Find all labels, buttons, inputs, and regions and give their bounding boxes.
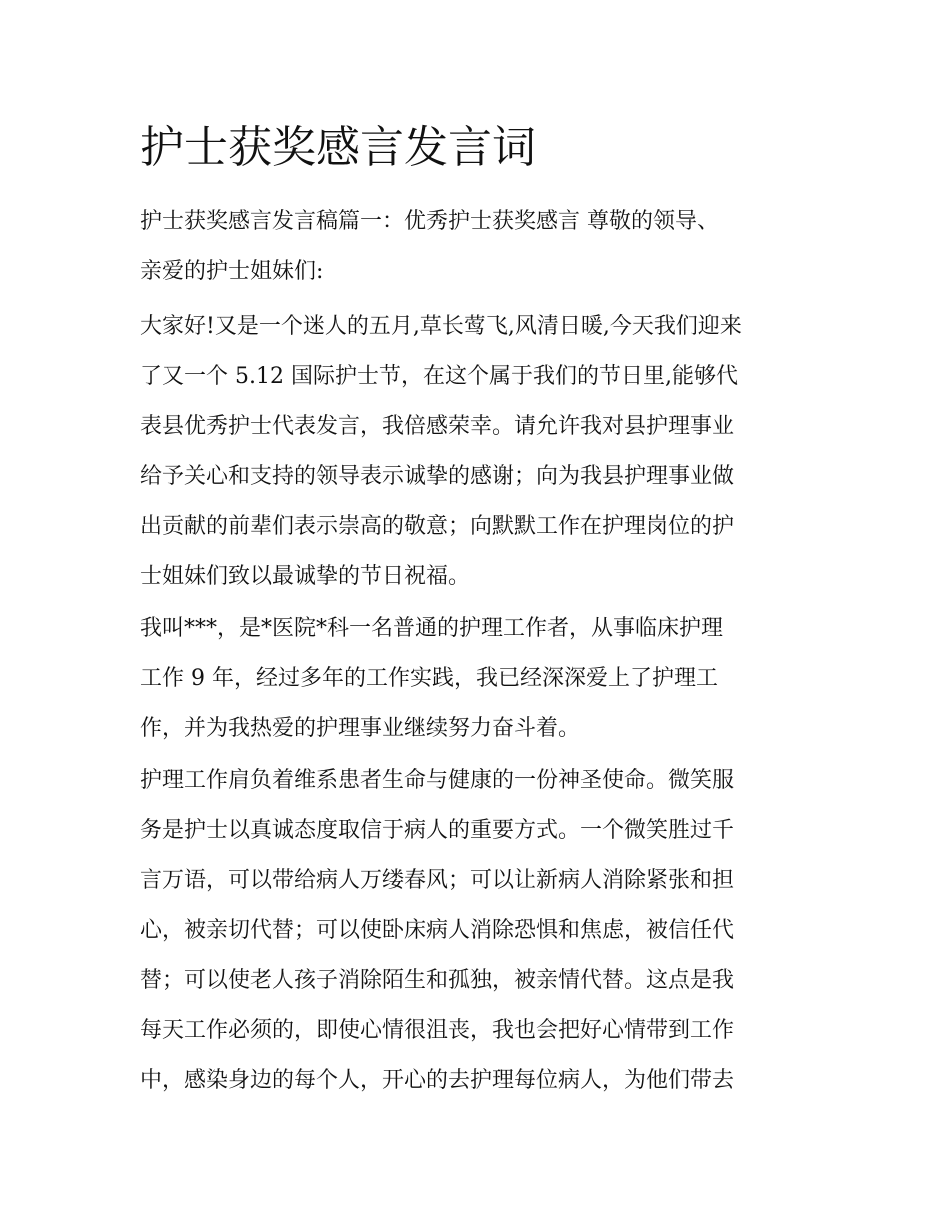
paragraph-introduction: [140, 604, 723, 754]
text-line: 士姐妹们致以最诚挚的节日祝福。: [140, 564, 471, 589]
text-line: 我叫***，是*医院*科一名普通的护理工作者，从事临床护理: [140, 616, 724, 641]
text-line: 每天工作必须的，即使心情很沮丧，我也会把好心情带到工作: [140, 1018, 735, 1043]
paragraph-smile-service: [140, 756, 734, 1106]
text-line: 中，感染身边的每个人，开心的去护理每位病人，为他们带去: [140, 1068, 735, 1093]
text-line: 护理工作肩负着维系患者生命与健康的一份神圣使命。微笑服: [140, 768, 735, 793]
text-line: 心，被亲切代替；可以使卧床病人消除恐惧和焦虑，被信任代: [140, 918, 735, 943]
text-line: 作，并为我热爱的护理事业继续努力奋斗着。: [140, 716, 581, 741]
text-line: 言万语，可以带给病人万缕春风；可以让新病人消除紧张和担: [140, 868, 735, 893]
text-line: 工作 9 年，经过多年的工作实践，我已经深深爱上了护理工: [140, 666, 718, 691]
text-line: 护士获奖感言发言稿篇一：优秀护士获奖感言 尊敬的领导、: [140, 209, 719, 234]
text-line: 替；可以使老人孩子消除陌生和孤独，被亲情代替。这点是我: [140, 968, 735, 993]
text-line: 表县优秀护士代表发言，我倍感荣幸。请允许我对县护理事业: [140, 414, 735, 439]
text-line: 出贡献的前辈们表示崇高的敬意；向默默工作在护理岗位的护: [140, 514, 735, 539]
text-line: 大家好!又是一个迷人的五月,草长莺飞,风清日暖,今天我们迎来: [140, 314, 742, 339]
text-line: 了又一个 5.12 国际护士节，在这个属于我们的节日里,能够代: [140, 364, 738, 389]
text-line: 务是护士以真诚态度取信于病人的重要方式。一个微笑胜过千: [140, 818, 735, 843]
paragraph-greeting: [140, 197, 719, 297]
document-title: 护士获奖感言发言词: [140, 122, 536, 173]
text-line: 亲爱的护士姐妹们:: [140, 259, 324, 284]
text-line: 给予关心和支持的领导表示诚挚的感谢；向为我县护理事业做: [140, 464, 735, 489]
paragraph-opening: [140, 302, 742, 602]
